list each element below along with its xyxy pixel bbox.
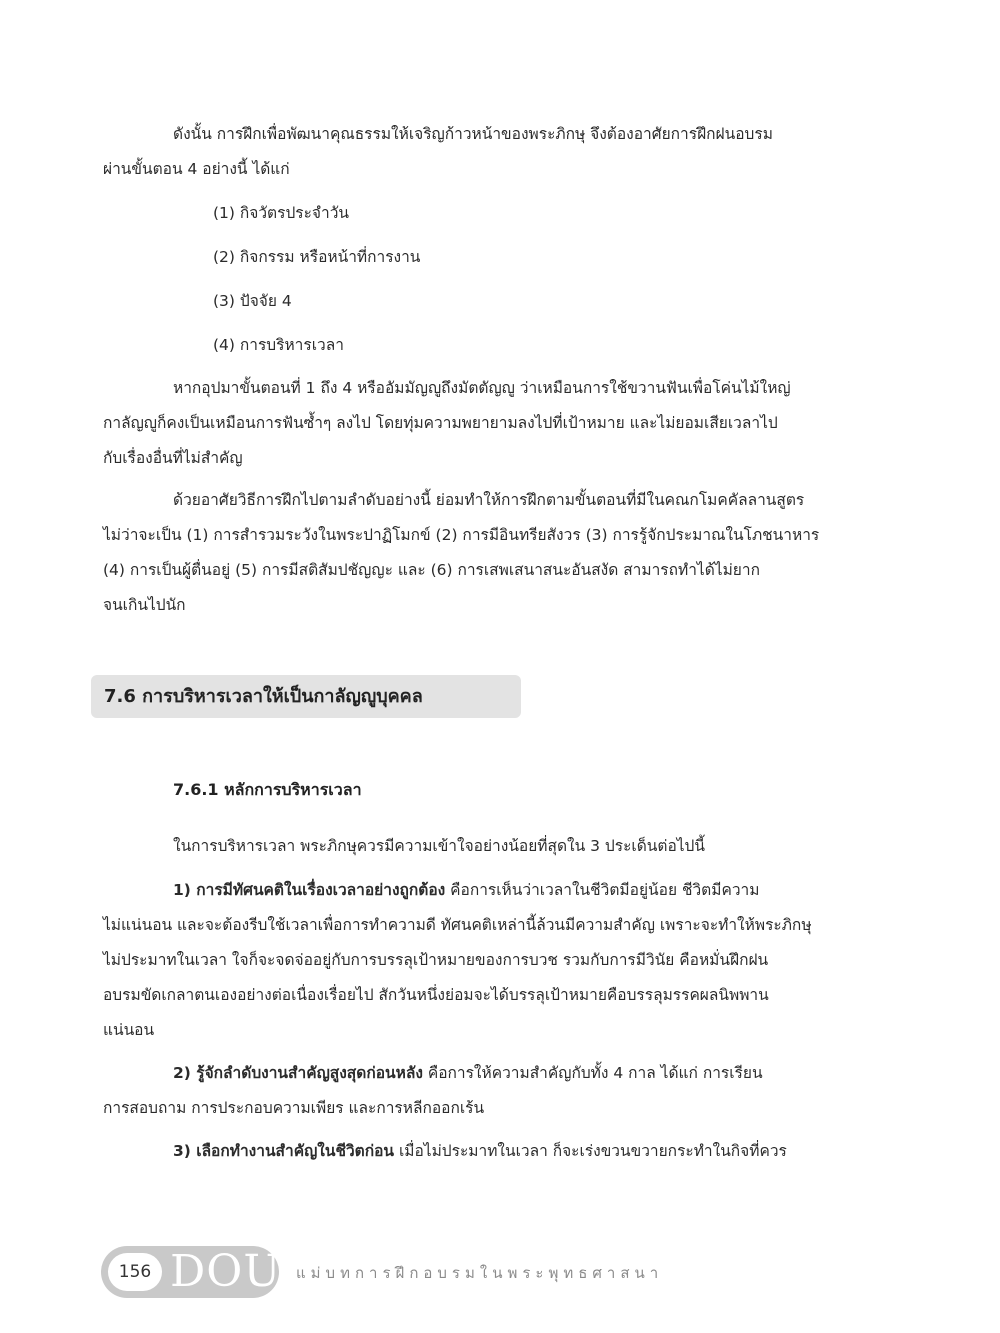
paragraph-line: ดังนั้น การฝึกเพื่อพัฒนาคุณธรรมให้เจริญก้าวหน้าของพระภิกษุ จึงต้องอาศัยการฝึกฝนอบรม xyxy=(173,125,773,143)
paragraph-line xyxy=(103,1056,883,1091)
point-text: คือการเห็นว่าเวลาในชีวิตมีอยู่น้อย ชีวิตมีความ xyxy=(445,881,760,899)
page-number: 156 xyxy=(108,1253,162,1291)
paragraph-intro xyxy=(103,117,883,187)
dou-logo: DOU xyxy=(170,1246,282,1297)
list-item: (4) การบริหารเวลา xyxy=(213,336,344,354)
paragraph-line: จนเกินไปนัก xyxy=(103,596,186,614)
point-2 xyxy=(103,1056,883,1126)
subsection-title: 7.6.1 หลักการบริหารเวลา xyxy=(173,780,362,799)
paragraph-line xyxy=(103,1134,883,1169)
paragraph-line: ไม่แน่นอน และจะต้องรีบใช้เวลาเพื่อการทำความดี ทัศนคติเหล่านี้ล้วนมีความสำคัญ เพราะจะทำให้พระภิกษุ xyxy=(103,916,812,934)
paragraph-line: แน่นอน xyxy=(103,1021,155,1039)
paragraph-line: ด้วยอาศัยวิธีการฝึกไปตามลำดับอย่างนี้ ย่อมทำให้การฝึกตามขั้นตอนที่มีในคณกโมคคัลลานสูตร xyxy=(173,491,805,509)
point-heading: 2) รู้จักลำดับงานสำคัญสูงสุดก่อนหลัง xyxy=(173,1064,423,1082)
point-text: คือการให้ความสำคัญกับทั้ง 4 กาล ได้แก่ การเรียน xyxy=(422,1064,763,1082)
paragraph-line: ไม่ประมาทในเวลา ใจก็จะจดจ่ออยู่กับการบรรลุเป้าหมายของการบวช รวมกับการมีวินัย คือหมั่นฝึกฝน xyxy=(103,951,769,969)
point-heading: 3) เลือกทำงานสำคัญในชีวิตก่อน xyxy=(173,1142,395,1160)
point-1 xyxy=(103,873,883,1048)
paragraph-line: ผ่านขั้นตอน 4 อย่างนี้ ได้แก่ xyxy=(103,160,290,178)
paragraph-line xyxy=(103,873,883,908)
list-item: (3) ปัจจัย 4 xyxy=(213,292,292,310)
paragraph-intro-points xyxy=(103,829,883,864)
paragraph-line: ในการบริหารเวลา พระภิกษุควรมีความเข้าใจอย่างน้อยที่สุดใน 3 ประเด็นต่อไปนี้ xyxy=(173,837,705,855)
point-3 xyxy=(103,1134,883,1169)
paragraph-line: (4) การเป็นผู้ตื่นอยู่ (5) การมีสติสัมปชัญญะ และ (6) การเสพเสนาสนะอันสงัด สามารถทำได้ไม่ยาก xyxy=(103,561,760,579)
paragraph-line: กาลัญญูก็คงเป็นเหมือนการฟันซ้ำๆ ลงไป โดยทุ่มความพยายามลงไปที่เป้าหมาย และไม่ยอมเสียเวลาไป xyxy=(103,414,778,432)
point-heading: 1) การมีทัศนคติในเรื่องเวลาอย่างถูกต้อง xyxy=(173,881,446,899)
paragraph-sutta xyxy=(103,483,883,623)
list-item: (1) กิจวัตรประจำวัน xyxy=(213,204,350,222)
paragraph-analogy xyxy=(103,371,883,476)
paragraph-line: ไม่ว่าจะเป็น (1) การสำรวมระวังในพระปาฏิโมกข์ (2) การมีอินทรียสังวร (3) การรู้จักประมาณในโภชนาหาร xyxy=(103,526,820,544)
paragraph-line: หากอุปมาขั้นตอนที่ 1 ถึง 4 หรืออัมมัญญูถึงมัตตัญญู ว่าเหมือนการใช้ขวานฟันเพื่อโค่นไม้ใหญ่ xyxy=(173,379,791,397)
point-text: เมื่อไม่ประมาทในเวลา ก็จะเร่งขวนขวายกระทำในกิจที่ควร xyxy=(394,1142,787,1160)
book-title: แม่บทการฝึกอบรมในพระพุทธศาสนา xyxy=(296,1264,664,1282)
section-title: 7.6 การบริหารเวลาให้เป็นกาลัญญูบุคคล xyxy=(104,686,423,707)
list-item: (2) กิจกรรม หรือหน้าที่การงาน xyxy=(213,248,421,266)
paragraph-line: การสอบถาม การประกอบความเพียร และการหลีกออกเร้น xyxy=(103,1099,485,1117)
paragraph-line: กับเรื่องอื่นที่ไม่สำคัญ xyxy=(103,449,243,467)
paragraph-line: อบรมขัดเกลาตนเองอย่างต่อเนื่องเรื่อยไป สักวันหนึ่งย่อมจะได้บรรลุเป้าหมายคือบรรลุมรรคผลนิพพาน xyxy=(103,986,769,1004)
